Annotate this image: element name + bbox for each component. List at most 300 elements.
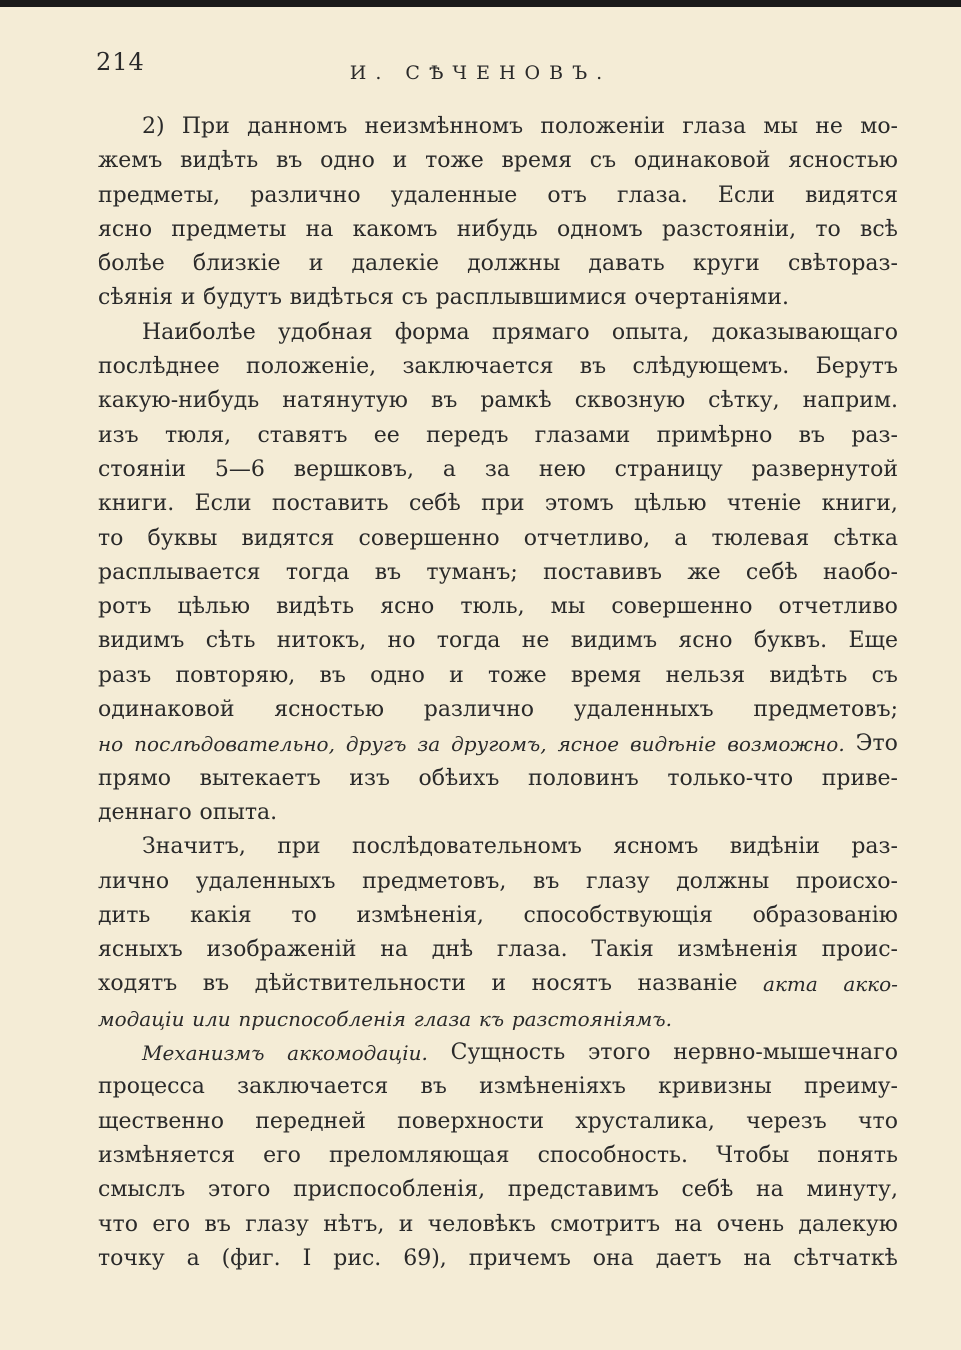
word-space — [195, 281, 203, 315]
word: совершенно — [358, 525, 500, 551]
word: за — [484, 456, 511, 482]
word: сѣтчаткѣ — [793, 1245, 898, 1271]
word: на — [743, 1245, 772, 1271]
word: тоже — [425, 148, 484, 174]
word: на — [756, 1177, 784, 1203]
text-line — [98, 350, 898, 384]
word: одно — [320, 148, 375, 174]
italic-word: видѣнiе — [630, 732, 717, 757]
word: 2) — [142, 114, 165, 139]
word: положенiи — [540, 114, 666, 139]
word: 5—6 — [214, 456, 265, 482]
word: рамкѣ — [480, 388, 552, 414]
word: далекую — [798, 1211, 898, 1237]
word: опыта, — [611, 319, 690, 345]
word: этого — [207, 1177, 271, 1203]
word: видимъ — [98, 628, 185, 654]
italic-word: за — [417, 732, 441, 757]
text-line — [98, 933, 898, 967]
word: и — [398, 1211, 414, 1237]
word: ясно — [678, 628, 733, 654]
italic-word: акта — [763, 972, 818, 997]
word: поставивъ — [543, 559, 663, 585]
word: удобная — [277, 319, 373, 345]
word: кривизны — [658, 1074, 772, 1100]
word: очень — [716, 1211, 785, 1237]
word: одно — [370, 662, 425, 688]
italic-word: модацiи — [98, 1006, 185, 1031]
word: глаза. — [496, 937, 568, 963]
text-line — [98, 384, 898, 418]
word: при — [481, 491, 525, 517]
word: ясномъ — [613, 834, 699, 860]
word: въ — [275, 148, 303, 174]
word: сѣтка — [833, 525, 898, 551]
word: и — [449, 662, 464, 688]
word: отчетливо, — [523, 525, 651, 551]
word: слѣдующемъ. — [632, 354, 790, 380]
word: раз- — [851, 422, 898, 448]
word: и — [491, 971, 507, 997]
word: При — [181, 114, 230, 139]
italic-word: аккомодацiи. — [287, 1041, 428, 1066]
italic-word: другомъ, — [451, 732, 547, 757]
word: видѣться — [289, 285, 394, 311]
word: лично — [98, 868, 170, 894]
word: изъ — [98, 422, 139, 448]
word: дить — [98, 902, 151, 928]
text-line — [98, 179, 898, 213]
word: Если — [194, 491, 252, 517]
text-line — [98, 624, 898, 658]
word: то — [291, 902, 317, 928]
word: разстоянiи, — [661, 216, 797, 242]
word: глазу — [245, 1211, 309, 1237]
word: и — [308, 251, 324, 277]
text-line — [98, 899, 898, 933]
word: примѣрно — [656, 422, 773, 448]
word: измѣненiяхъ — [479, 1074, 626, 1100]
word: одномъ — [556, 216, 643, 242]
word: доказывающаго — [711, 319, 898, 345]
word: чтенiе — [726, 491, 802, 517]
word: туманъ; — [426, 559, 518, 585]
text-line — [98, 1242, 898, 1276]
italic-word: приспособленiя — [238, 1006, 406, 1031]
word: цѣлью — [634, 491, 707, 517]
word: на — [380, 937, 408, 963]
word: 69), — [403, 1245, 447, 1271]
word: Значитъ, — [142, 834, 246, 860]
word: этомъ — [544, 491, 614, 517]
word: раз- — [851, 834, 898, 860]
word: въ — [319, 662, 346, 688]
word: измѣненiя — [677, 937, 798, 963]
word: съ — [401, 285, 428, 311]
word: глазу — [585, 868, 650, 894]
text-line — [98, 1036, 898, 1070]
word: хрусталика, — [575, 1108, 715, 1134]
word: преиму- — [804, 1074, 898, 1100]
text-line — [98, 110, 898, 144]
word: форма — [394, 319, 470, 345]
word: минуту, — [806, 1177, 898, 1203]
word: Это — [855, 731, 898, 757]
word: должны — [676, 868, 770, 894]
word: его — [152, 1211, 191, 1237]
word: на — [305, 216, 334, 242]
word: глазами — [534, 422, 631, 448]
word: какомъ — [352, 216, 438, 242]
word: тюля, — [164, 422, 232, 448]
word: то — [98, 525, 124, 551]
text-line — [98, 247, 898, 281]
word: она — [592, 1245, 634, 1271]
word: съ — [871, 662, 898, 688]
italic-word: разстоянiямъ. — [511, 1006, 672, 1031]
word: измѣняется — [98, 1142, 235, 1168]
word: на — [674, 1211, 703, 1237]
word: тюль, — [460, 594, 525, 620]
word-space — [231, 1002, 239, 1036]
word: должны — [467, 251, 561, 277]
word: совершенно — [611, 594, 753, 620]
italic-word: возможно. — [727, 732, 845, 757]
word: отчетливо — [778, 594, 898, 620]
word: положенiе, — [246, 354, 377, 380]
word: въ — [204, 1211, 231, 1237]
italic-word: но — [98, 732, 124, 757]
word: очертанiями. — [634, 285, 789, 311]
word: приве- — [821, 765, 898, 791]
text-line — [98, 453, 898, 487]
word: нибудь — [456, 216, 538, 242]
text-line — [98, 213, 898, 247]
word: черезъ — [746, 1108, 827, 1134]
word: сѣянiя — [98, 285, 174, 311]
word: страницу — [614, 456, 723, 482]
word: удаленныхъ — [573, 697, 714, 723]
text-line — [98, 556, 898, 590]
word: тогда — [285, 559, 350, 585]
word-space — [627, 281, 635, 315]
word: натянутую — [282, 388, 408, 414]
word: предметовъ; — [753, 697, 898, 723]
word: съ — [589, 148, 617, 174]
word: круги — [692, 251, 760, 277]
word: въ — [420, 1074, 447, 1100]
text-line — [98, 1070, 898, 1104]
word: мы — [550, 594, 586, 620]
word: давать — [588, 251, 665, 277]
text-line — [98, 1105, 898, 1139]
word: послѣднее — [98, 354, 220, 380]
word: ставятъ — [257, 422, 348, 448]
word: видимъ — [570, 628, 658, 654]
word-space — [471, 1002, 479, 1036]
word: болѣе — [98, 251, 165, 277]
word: время — [570, 662, 642, 688]
word: какую-нибудь — [98, 388, 260, 414]
word: предметы — [171, 216, 287, 242]
word: причемъ — [468, 1245, 571, 1271]
word: буквы — [147, 525, 218, 551]
word: въ — [202, 971, 230, 997]
word: щественно — [98, 1108, 224, 1134]
word: и — [392, 148, 408, 174]
italic-word: къ — [478, 1006, 505, 1031]
word: деннаго — [98, 799, 192, 825]
word: но — [387, 628, 416, 654]
word: процесса — [98, 1074, 205, 1100]
word: названiе — [637, 971, 738, 997]
page-number: 214 — [96, 48, 145, 76]
word: заключается — [237, 1074, 389, 1100]
word: не — [815, 114, 843, 139]
word: себѣ — [408, 491, 461, 517]
word: нельзя — [665, 662, 746, 688]
word: видѣть — [769, 662, 848, 688]
word: а — [442, 456, 457, 482]
word: точку — [98, 1245, 165, 1271]
word: какiя — [190, 902, 252, 928]
word: при — [277, 834, 321, 860]
word: поверхности — [397, 1108, 545, 1134]
word: ее — [373, 422, 400, 448]
word: Еще — [848, 628, 898, 654]
page-body — [98, 110, 898, 1276]
word: цѣлью — [177, 594, 251, 620]
italic-word: Механизмъ — [142, 1041, 265, 1066]
italic-word: другъ — [345, 732, 407, 757]
word: въ — [579, 354, 607, 380]
word: ходятъ — [98, 971, 178, 997]
word: Наиболѣе — [142, 319, 256, 345]
word: вытекаетъ — [199, 765, 321, 791]
word-space — [282, 281, 290, 315]
word: видѣть — [180, 148, 259, 174]
word: что — [857, 1108, 898, 1134]
text-line — [98, 865, 898, 899]
text-line — [98, 487, 898, 521]
word: мы — [763, 114, 798, 139]
word: Берутъ — [815, 354, 898, 380]
italic-word: послѣдовательно, — [134, 732, 335, 757]
word: всѣ — [859, 216, 898, 242]
word: поставить — [271, 491, 389, 517]
word: передней — [255, 1108, 366, 1134]
word: смыслъ — [98, 1177, 186, 1203]
italic-word: ясное — [557, 732, 620, 757]
word: изъ — [349, 765, 390, 791]
word: разъ — [98, 662, 152, 688]
word: данномъ — [247, 114, 348, 139]
italic-word: или — [192, 1006, 231, 1031]
text-line — [98, 762, 898, 796]
word-space — [192, 796, 200, 830]
text-line — [98, 1208, 898, 1242]
text-line — [98, 967, 898, 1001]
word: свѣтораз- — [787, 251, 898, 277]
word: Чтобы — [716, 1142, 790, 1168]
word: различно — [423, 697, 535, 723]
word: его — [263, 1142, 301, 1168]
word: книги. — [98, 491, 175, 517]
word: удаленныхъ — [195, 868, 336, 894]
word: прямаго — [491, 319, 590, 345]
word: далекiе — [351, 251, 439, 277]
word: наобо- — [823, 559, 898, 585]
word: повторяю, — [175, 662, 296, 688]
text-line — [98, 1002, 898, 1036]
word: даетъ — [655, 1245, 722, 1271]
word: ясныхъ — [98, 937, 183, 963]
word: развернутой — [751, 456, 898, 482]
word: послѣдовательномъ — [351, 834, 582, 860]
word: стоянiи — [98, 456, 186, 482]
word: этого — [587, 1040, 651, 1066]
word: будутъ — [203, 285, 282, 311]
word: буквъ. — [753, 628, 828, 654]
word: днѣ — [431, 937, 474, 963]
word: заключается — [402, 354, 554, 380]
running-title: И. СѢЧЕНОВЪ. — [349, 62, 612, 84]
word: нею — [538, 456, 586, 482]
word: представимъ — [507, 1177, 659, 1203]
word-space — [406, 1002, 414, 1036]
word: и — [180, 285, 196, 311]
word: тоже — [487, 662, 547, 688]
text-line — [98, 659, 898, 693]
text-line — [98, 796, 898, 830]
word: что — [98, 1211, 138, 1237]
word: измѣненiя, — [356, 902, 484, 928]
word: расплывшимися — [435, 285, 627, 311]
text-line — [98, 419, 898, 453]
page-top-edge — [0, 0, 961, 7]
word: прямо — [98, 765, 171, 791]
word: сквозную — [574, 388, 686, 414]
word: въ — [430, 388, 458, 414]
word: носятъ — [531, 971, 612, 997]
word-space — [504, 1002, 512, 1036]
word: образованiю — [752, 902, 898, 928]
word: Сущность — [450, 1040, 566, 1066]
word: обѣихъ — [418, 765, 500, 791]
word: отъ — [547, 182, 587, 208]
word: мо- — [860, 114, 898, 139]
word-space — [428, 281, 436, 315]
word: I — [302, 1245, 312, 1271]
word: близкiе — [192, 251, 281, 277]
word: ясно — [380, 594, 435, 620]
word: видятся — [241, 525, 335, 551]
word: одинаковой — [98, 697, 235, 723]
word: въ — [798, 422, 826, 448]
text-line — [98, 522, 898, 556]
word: наприм. — [802, 388, 898, 414]
word: ясно — [98, 216, 153, 242]
text-line — [98, 1139, 898, 1173]
word: a — [186, 1245, 200, 1271]
word: различно — [250, 182, 361, 208]
word: передъ — [426, 422, 509, 448]
text-line — [98, 281, 898, 315]
word: то — [815, 216, 841, 242]
word: половинъ — [527, 765, 639, 791]
word: человѣкъ — [427, 1211, 536, 1237]
word: ясностью — [788, 148, 898, 174]
word: Если — [717, 182, 775, 208]
word: глаза — [682, 114, 747, 139]
word: предметовъ, — [362, 868, 507, 894]
word: преломляющая — [328, 1142, 510, 1168]
word: въ — [374, 559, 402, 585]
word: вершковъ, — [293, 456, 415, 482]
word: нѣтъ, — [323, 1211, 385, 1237]
text-line — [98, 727, 898, 761]
italic-word: глаза — [413, 1006, 472, 1031]
word: ясностью — [274, 697, 384, 723]
word: только-что — [667, 765, 794, 791]
text-line — [98, 590, 898, 624]
word: (фиг. — [221, 1245, 281, 1271]
word: дѣйствительности — [254, 971, 466, 997]
word: жемъ — [98, 148, 163, 174]
word: видѣнiи — [729, 834, 820, 860]
word: рис. — [333, 1245, 382, 1271]
word: смотритъ — [550, 1211, 661, 1237]
text-line — [98, 1173, 898, 1207]
word: Такiя — [591, 937, 654, 963]
word: способствующiя — [523, 902, 713, 928]
word: опыта. — [199, 799, 278, 825]
word: тогда — [436, 628, 501, 654]
word: себѣ — [681, 1177, 734, 1203]
text-line — [98, 693, 898, 727]
word: сѣть — [205, 628, 256, 654]
italic-word: акко- — [843, 972, 898, 997]
word: тюлевая — [711, 525, 810, 551]
word: нервно-мышечнаго — [673, 1040, 898, 1066]
word: глаза. — [617, 182, 688, 208]
word: себѣ — [745, 559, 798, 585]
word: видѣть — [276, 594, 355, 620]
word: изображенiй — [206, 937, 357, 963]
word-space — [394, 281, 402, 315]
word: сѣтку, — [708, 388, 780, 414]
word: ротъ — [98, 594, 152, 620]
word: приспособленiя, — [293, 1177, 486, 1203]
word: видятся — [805, 182, 898, 208]
word: расплывается — [98, 559, 261, 585]
word: въ — [532, 868, 560, 894]
word: неизмѣнномъ — [364, 114, 524, 139]
word: способность. — [537, 1142, 688, 1168]
word-space — [184, 1002, 192, 1036]
word: книги, — [821, 491, 898, 517]
text-line — [98, 316, 898, 350]
word: нитокъ, — [276, 628, 367, 654]
word: происхо- — [795, 868, 898, 894]
word: время — [501, 148, 573, 174]
word-space — [173, 281, 181, 315]
word: не — [521, 628, 550, 654]
word: а — [674, 525, 688, 551]
word: удаленные — [390, 182, 518, 208]
word: проис- — [821, 937, 898, 963]
word: понять — [817, 1142, 898, 1168]
